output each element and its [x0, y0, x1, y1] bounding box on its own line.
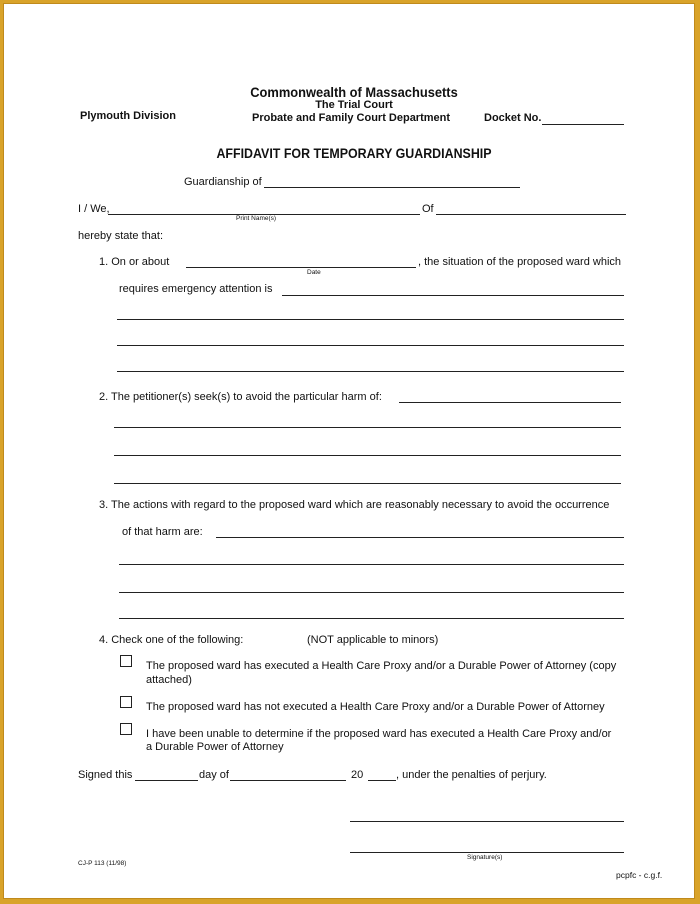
item3-text: 3. The actions with regard to the proposed ward which are reasonably necessary to avoid the occurrence [99, 499, 610, 511]
option1-text: The proposed ward has executed a Health Care Proxy and/or a Durable Power of Attorney (copy [146, 660, 617, 672]
item3-answer-line [119, 564, 624, 565]
item2-answer-line [399, 402, 621, 403]
item2-answer-line [114, 483, 621, 484]
signed-lead: Signed this [78, 769, 133, 781]
petitioner-label: I / We, [78, 203, 110, 215]
item3-answer-line [216, 537, 624, 538]
signed-year-line [368, 780, 396, 781]
option3-text-cont: a Durable Power of Attorney [146, 741, 284, 753]
signed-month-line [230, 780, 346, 781]
state-that-text: hereby state that: [78, 230, 163, 242]
guardianship-line [264, 187, 520, 188]
date-caption: Date [307, 269, 321, 276]
signed-tail: , under the penalties of perjury. [396, 769, 547, 781]
item3-answer-line [119, 618, 624, 619]
item1-answer-line [117, 345, 624, 346]
item2-answer-line [114, 427, 621, 428]
item2-text: 2. The petitioner(s) seek(s) to avoid the particular harm of: [99, 391, 382, 403]
item3-answer-line [119, 592, 624, 593]
guardianship-label: Guardianship of [184, 176, 262, 188]
option1-checkbox[interactable] [120, 655, 132, 667]
docket-number-field[interactable] [542, 110, 624, 123]
item1-answer-line [117, 319, 624, 320]
item4-text: 4. Check one of the following: [99, 634, 244, 646]
item1-answer-line [117, 371, 624, 372]
signed-day-of: day of [199, 769, 229, 781]
signature-line[interactable] [350, 852, 624, 853]
item3-line2: of that harm are: [122, 526, 203, 538]
court-heading: The Trial Court [315, 99, 393, 111]
docket-label: Docket No. [484, 112, 542, 124]
signed-year-prefix: 20 [351, 769, 364, 781]
item1-answer-line [282, 295, 624, 296]
item2-answer-line [114, 455, 621, 456]
option3-checkbox[interactable] [120, 723, 132, 735]
item1-rest: , the situation of the proposed ward which [418, 256, 622, 268]
form-title: AFFIDAVIT FOR TEMPORARY GUARDIANSHIP [216, 146, 492, 161]
clerk-code: pcpfc - c.g.f. [616, 870, 663, 880]
state-heading: Commonwealth of Massachusetts [250, 84, 458, 100]
option3-text: I have been unable to determine if the proposed ward has executed a Health Care Proxy and/or [146, 728, 612, 740]
department-heading: Probate and Family Court Department [252, 112, 451, 124]
docket-number-line [542, 124, 624, 125]
of-label: Of [422, 203, 434, 215]
form-code: CJ-P 113 (11/98) [78, 860, 127, 867]
signed-day-line [135, 780, 198, 781]
item1-lead: 1. On or about [99, 256, 170, 268]
option1-text-cont: attached) [146, 674, 192, 686]
item1-answer-field[interactable] [282, 282, 624, 295]
petitioner-of-line [436, 214, 626, 215]
option2-text: The proposed ward has not executed a Health Care Proxy and/or a Durable Power of Attorney [146, 701, 605, 713]
item4-note: (NOT applicable to minors) [307, 634, 439, 646]
item1-line2: requires emergency attention is [119, 283, 273, 295]
division-label: Plymouth Division [80, 110, 176, 122]
item1-date-line [186, 267, 416, 268]
signature-caption: Signature(s) [467, 854, 503, 861]
option2-checkbox[interactable] [120, 696, 132, 708]
print-names-caption: Print Name(s) [236, 215, 277, 222]
affidavit-page [3, 3, 695, 899]
signature-line[interactable] [350, 821, 624, 822]
